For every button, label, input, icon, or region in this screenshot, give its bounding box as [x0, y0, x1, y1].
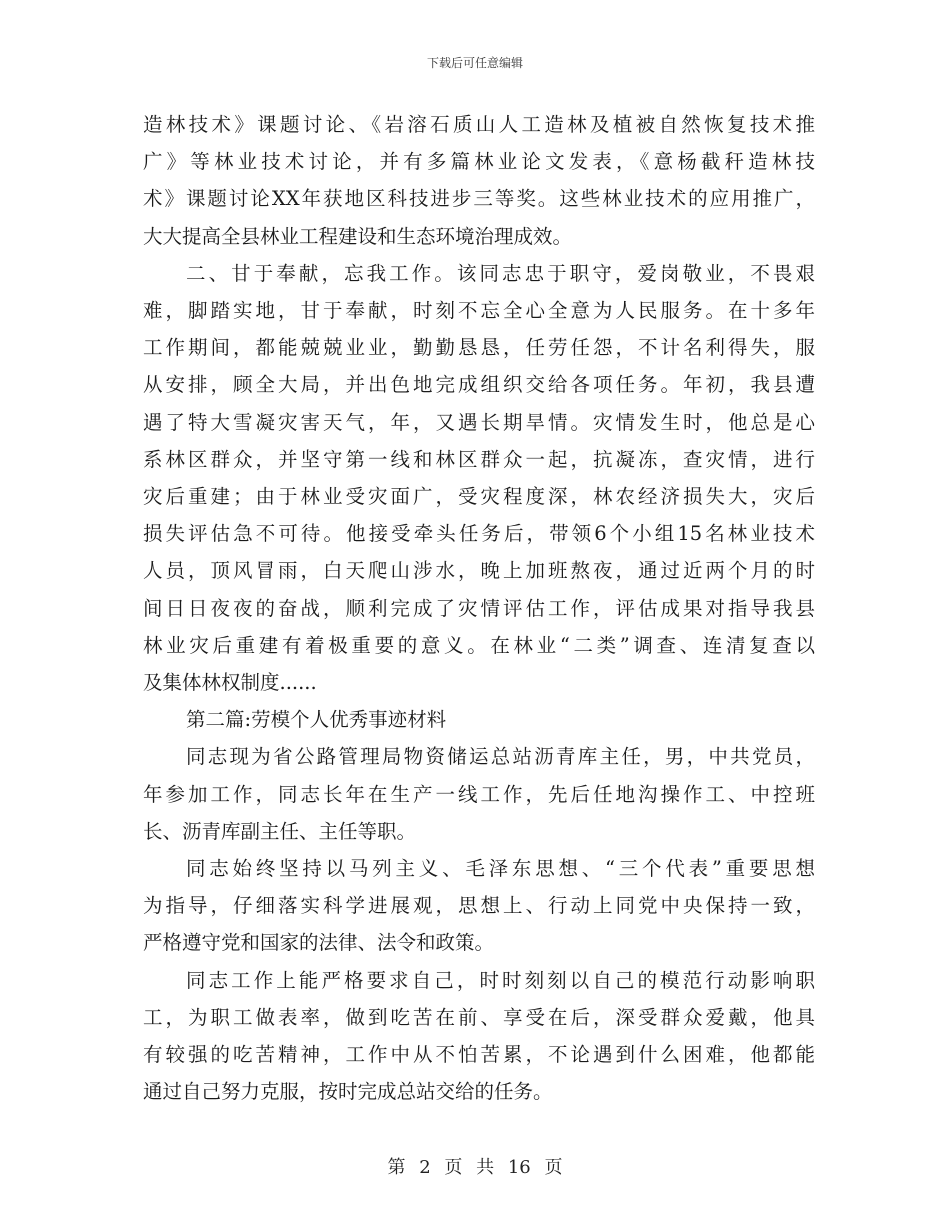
text-line: 遇了特大雪凝灾害天气，年，又遇长期旱情。灾情发生时，他总是心 — [143, 410, 815, 434]
paragraph — [143, 255, 815, 701]
text-line: 人员，顶风冒雨，白天爬山涉水，晚上加班熬夜，通过近两个月的时 — [143, 559, 815, 583]
page-number-footer: 第 2 页 共 16 页 — [387, 1157, 563, 1178]
text-line: 术》课题讨论XX年获地区科技进步三等奖。这些林业技术的应用推广， — [143, 187, 815, 211]
text-line: 难，脚踏实地，甘于奉献，时刻不忘全心全意为人民服务。在十多年 — [143, 299, 815, 323]
text-line: 林业灾后重建有着极重要的意义。在林业“二类”调查、连清复查以 — [143, 633, 815, 657]
paragraph — [143, 962, 815, 1111]
text-line: 通过自己努力克服，按时完成总站交给的任务。 — [143, 1080, 553, 1104]
text-line: 间日日夜夜的奋战，顺利完成了灾情评估工作，评估成果对指导我县 — [143, 596, 815, 620]
text-line: 同志始终坚持以马列主义、毛泽东思想、“三个代表”重要思想 — [186, 857, 815, 881]
text-line: 年参加工作，同志长年在生产一线工作，先后任地沟操作工、中控班 — [143, 782, 815, 806]
document-body — [143, 106, 815, 1110]
text-line: 广》等林业技术讨论，并有多篇林业论文发表，《意杨截秆造林技 — [143, 150, 815, 174]
text-line: 大大提高全县林业工程建设和生态环境治理成效。 — [143, 224, 573, 248]
section-heading — [143, 701, 815, 738]
page-header: 下载后可任意编辑 — [426, 56, 523, 70]
text-line: 第二篇:劳模个人优秀事迹材料 — [186, 708, 447, 732]
paragraph — [143, 738, 815, 850]
text-line: 工作期间，都能兢兢业业，勤勤恳恳，任劳任怨，不计名利得失，服 — [143, 336, 815, 360]
text-line: 二、甘于奉献，忘我工作。该同志忠于职守，爱岗敬业，不畏艰 — [186, 261, 815, 285]
text-line: 有较强的吃苦精神，工作中从不怕苦累，不论遇到什么困难，他都能 — [143, 1043, 815, 1067]
text-line: 严格遵守党和国家的法律、法令和政策。 — [143, 931, 495, 955]
text-line: 同志现为省公路管理局物资储运总站沥青库主任，男，中共党员， — [186, 745, 815, 769]
text-line: 灾后重建；由于林业受灾面广，受灾程度深，林农经济损失大，灾后 — [143, 485, 815, 509]
text-line: 为指导，仔细落实科学进展观，思想上、行动上同党中央保持一致， — [143, 894, 815, 918]
text-line: 系林区群众，并坚守第一线和林区群众一起，抗凝冻，查灾情，进行 — [143, 447, 815, 471]
text-line: 从安排，顾全大局，并出色地完成组织交给各项任务。年初，我县遭 — [143, 373, 815, 397]
text-line: 损失评估急不可待。他接受牵头任务后，带领6个小组15名林业技术 — [143, 522, 815, 546]
paragraph — [143, 850, 815, 962]
paragraph — [143, 106, 815, 255]
text-line: 同志工作上能严格要求自己，时时刻刻以自己的模范行动影响职 — [186, 968, 815, 992]
text-line: 及集体林权制度...... — [143, 671, 317, 695]
text-line: 造林技术》课题讨论、《岩溶石质山人工造林及植被自然恢复技术推 — [143, 113, 815, 136]
text-line: 工，为职工做表率，做到吃苦在前、享受在后，深受群众爱戴，他具 — [143, 1005, 815, 1029]
text-line: 长、沥青库副主任、主任等职。 — [143, 819, 417, 843]
